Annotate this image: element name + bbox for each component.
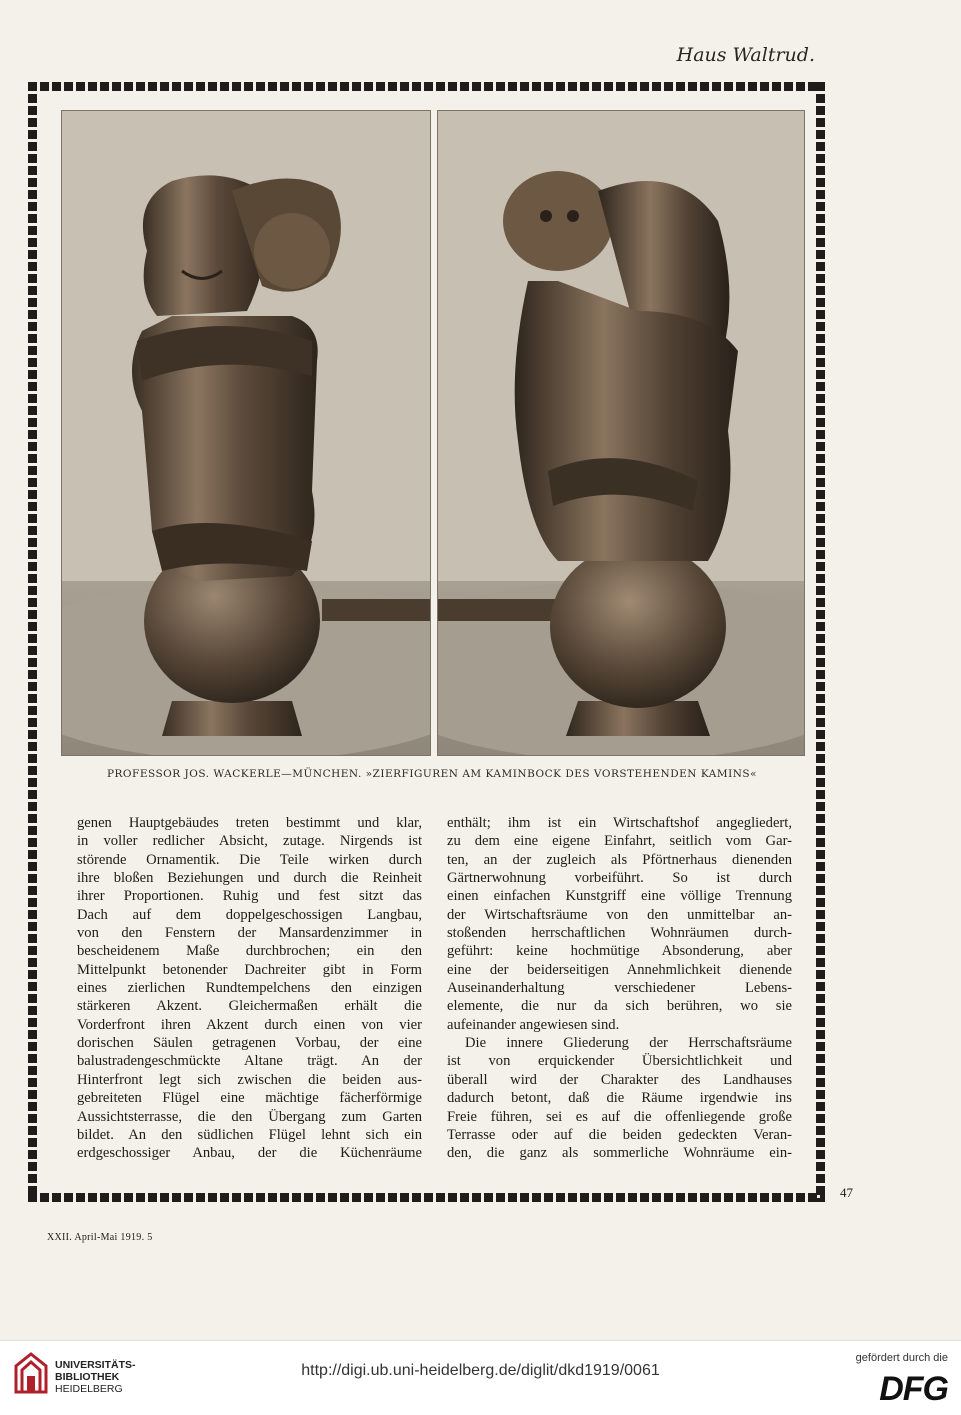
border-right bbox=[816, 82, 825, 1202]
text-line: dorischen Säulen getragenen Vorbau, der eine bbox=[77, 1035, 422, 1052]
text-line: der Wirtschaftsräume von den unmittelbar an- bbox=[447, 906, 792, 923]
text-line: störende Ornamentik. Die Teile wirken durch bbox=[77, 851, 422, 868]
text-line: dadurch betont, daß die Räume irgendwie ins bbox=[447, 1090, 792, 1107]
paragraph-left bbox=[77, 814, 422, 1163]
text-line: stoßenden herrschaftlichen Wohnräumen durch- bbox=[447, 925, 792, 942]
text-line: stärkeren Akzent. Gleichermaßen erhält die bbox=[77, 998, 422, 1015]
funded-by-label: gefördert durch die bbox=[855, 1352, 948, 1364]
photo-monkey-figure bbox=[437, 110, 805, 756]
turbaned-figure-illustration bbox=[62, 111, 430, 755]
page-number: 47 bbox=[840, 1185, 853, 1200]
text-line: Aussichtsterrasse, die den Übergang zum Garten bbox=[77, 1108, 422, 1125]
text-line: von den Fenstern der Mansardenzimmer in bbox=[77, 925, 422, 942]
library-name-line-2: BIBLIOTHEK bbox=[55, 1371, 120, 1383]
library-name-line-3: HEIDELBERG bbox=[55, 1383, 123, 1395]
permalink-url[interactable]: http://digi.ub.uni-heidelberg.de/diglit/dkd1919/0061 bbox=[301, 1362, 660, 1379]
library-name-line-1: UNIVERSITÄTS- bbox=[55, 1359, 136, 1371]
text-line: bildet. An den südlichen Flügel lehnt sich ein bbox=[77, 1126, 422, 1143]
border-bottom bbox=[28, 1193, 825, 1202]
text-line: ist von erquickender Übersichtlichkeit und bbox=[447, 1053, 792, 1070]
dfg-logo: DFG bbox=[879, 1370, 948, 1408]
text-line: in voller redlicher Absicht, zutage. Nirgends ist bbox=[77, 833, 422, 850]
text-line: einen einfachen Kunstgriff eine völlige Trennung bbox=[447, 888, 792, 905]
text-line: Dach auf dem doppelgeschossigen Langbau, bbox=[77, 906, 422, 923]
text-line: Die innere Gliederung der Herrschaftsräume bbox=[465, 1035, 792, 1052]
text-line: eines zierlichen Rundtempelchens den einzigen bbox=[77, 980, 422, 997]
text-line: eine der beiderseitigen Annehmlichkeit dienende bbox=[447, 961, 792, 978]
paragraph-right-2 bbox=[447, 1034, 792, 1162]
text-line: Gärtnerwohnung vorbeiführt. So ist durch bbox=[447, 870, 792, 887]
text-line: Hinterfront legt sich zwischen die beiden aus- bbox=[77, 1071, 422, 1088]
paragraph-right-1 bbox=[447, 814, 792, 1034]
text-line: balustradengeschmückte Altane trägt. An der bbox=[77, 1053, 422, 1070]
issue-line: XXII. April-Mai 1919. 5 bbox=[47, 1232, 153, 1243]
text-line: aufeinander angewiesen sind. bbox=[447, 1016, 620, 1033]
text-line: ihrer Proportionen. Ruhig und fest sitzt das bbox=[77, 888, 422, 905]
monkey-figure-illustration bbox=[438, 111, 804, 755]
text-line: elemente, die nur da sich berühren, wo sie bbox=[447, 998, 792, 1015]
text-line: bescheidenem Maße durchbrochen; ein den bbox=[77, 943, 422, 960]
text-line: zu dem eine eigene Einfahrt, seitlich vom Gar- bbox=[447, 833, 792, 850]
running-head: Haus Waltrud. bbox=[676, 44, 815, 66]
text-line: genen Hauptgebäudes treten bestimmt und klar, bbox=[77, 815, 422, 831]
photo-turbaned-figure bbox=[61, 110, 431, 756]
text-line: den, die ganz als sommerliche Wohnräume ein- bbox=[447, 1145, 792, 1162]
text-line: gebreiteten Flügel eine mächtige fächerförmige bbox=[77, 1090, 422, 1107]
text-line: Auseinanderhaltung verschiedener Lebens- bbox=[447, 980, 792, 997]
text-line: erdgeschossiger Anbau, der die Küchenräume bbox=[77, 1145, 422, 1162]
text-line: Terrasse oder auf die beiden gedeckten Veran- bbox=[447, 1126, 792, 1143]
text-line: Vorderfront ihren Akzent durch einen von vier bbox=[77, 1016, 422, 1033]
text-line: enthält; ihm ist ein Wirtschaftshof angegliedert, bbox=[447, 815, 792, 831]
text-line: geführt: keine hochmütige Absonderung, aber bbox=[447, 943, 792, 960]
text-column-right bbox=[447, 814, 792, 1163]
text-line: ihre bloßen Beziehungen und durch die Reinheit bbox=[77, 870, 422, 887]
text-line: Mittelpunkt betonender Dachreiter gibt in Form bbox=[77, 961, 422, 978]
text-column-left bbox=[77, 814, 422, 1163]
text-line: Freie führen, sei es auf die offenliegende große bbox=[447, 1108, 792, 1125]
border-top bbox=[28, 82, 825, 91]
border-left bbox=[28, 82, 37, 1202]
text-line: überall wird der Charakter des Landhauses bbox=[447, 1071, 792, 1088]
text-line: ten, an der zugleich als Pförtnerhaus dienenden bbox=[447, 851, 792, 868]
figure-caption: PROFESSOR JOS. WACKERLE—MÜNCHEN. »ZIERFIGUREN AM KAMINBOCK DES VORSTEHENDEN KAMINS« bbox=[106, 768, 758, 780]
